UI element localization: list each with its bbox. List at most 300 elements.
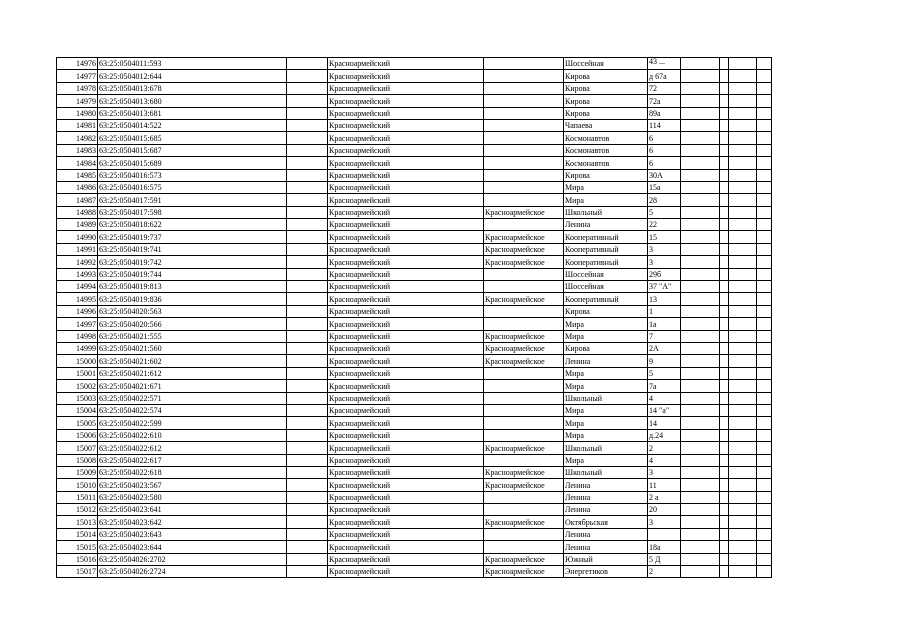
empty-cell	[720, 330, 729, 342]
row-number-cell: 15007	[57, 442, 98, 454]
table-row	[57, 528, 772, 540]
table-row	[57, 466, 772, 478]
district-cell: Красноармейский	[328, 454, 484, 466]
cadastral-number-cell: 63:25:0504011:593	[98, 58, 287, 70]
street-cell: Кирова	[564, 305, 648, 317]
empty-cell	[720, 243, 729, 255]
street-cell: Мира	[564, 404, 648, 416]
house-cell: 1	[648, 305, 681, 317]
empty-cell	[681, 82, 720, 94]
district-cell: Красноармейский	[328, 231, 484, 243]
table-row	[57, 58, 772, 70]
cadastral-number-cell: 63:25:0504026:2724	[98, 566, 287, 578]
row-number-cell: 14979	[57, 95, 98, 107]
table-row	[57, 82, 772, 94]
empty-cell	[287, 305, 328, 317]
locality-cell	[484, 219, 564, 231]
empty-cell	[729, 58, 757, 70]
street-cell: Кооперативный	[564, 256, 648, 268]
empty-cell	[729, 281, 757, 293]
cadastral-number-cell: 63:25:0504016:573	[98, 169, 287, 181]
empty-cell	[757, 293, 772, 305]
district-cell: Красноармейский	[328, 479, 484, 491]
table-row	[57, 206, 772, 218]
empty-cell	[757, 169, 772, 181]
empty-cell	[729, 330, 757, 342]
locality-cell	[484, 107, 564, 119]
row-number-cell: 14990	[57, 231, 98, 243]
cadastral-number-cell: 63:25:0504019:836	[98, 293, 287, 305]
cadastral-number-cell: 63:25:0504020:563	[98, 305, 287, 317]
table-row	[57, 268, 772, 280]
street-cell: Кирова	[564, 82, 648, 94]
district-cell: Красноармейский	[328, 355, 484, 367]
empty-cell	[720, 318, 729, 330]
street-cell: Кирова	[564, 70, 648, 82]
empty-cell	[720, 553, 729, 565]
street-cell: Мира	[564, 380, 648, 392]
empty-cell	[729, 256, 757, 268]
empty-cell	[720, 342, 729, 354]
empty-cell	[729, 219, 757, 231]
cadastral-number-cell: 63:25:0504023:643	[98, 528, 287, 540]
cadastral-number-cell: 63:25:0504015:687	[98, 144, 287, 156]
house-cell: 114	[648, 119, 681, 131]
empty-cell	[729, 243, 757, 255]
locality-cell: Красноармейское	[484, 206, 564, 218]
locality-cell	[484, 541, 564, 553]
cadastral-number-cell: 63:25:0504022:610	[98, 429, 287, 441]
cadastral-number-cell: 63:25:0504022:618	[98, 466, 287, 478]
empty-cell	[681, 528, 720, 540]
street-cell: Космонавтов	[564, 132, 648, 144]
cadastral-number-cell: 63:25:0504023:580	[98, 491, 287, 503]
empty-cell	[720, 516, 729, 528]
empty-cell	[720, 528, 729, 540]
row-number-cell: 14977	[57, 70, 98, 82]
row-number-cell: 15000	[57, 355, 98, 367]
house-cell: 43 ...	[648, 58, 681, 70]
locality-cell	[484, 392, 564, 404]
empty-cell	[720, 194, 729, 206]
locality-cell: Красноармейское	[484, 355, 564, 367]
district-cell: Красноармейский	[328, 268, 484, 280]
empty-cell	[681, 58, 720, 70]
empty-cell	[757, 318, 772, 330]
empty-cell	[720, 82, 729, 94]
table-row	[57, 454, 772, 466]
empty-cell	[720, 281, 729, 293]
district-cell: Красноармейский	[328, 380, 484, 392]
table-row	[57, 132, 772, 144]
table-row	[57, 392, 772, 404]
district-cell: Красноармейский	[328, 58, 484, 70]
cadastral-number-cell: 63:25:0504023:567	[98, 479, 287, 491]
cadastral-number-cell: 63:25:0504013:678	[98, 82, 287, 94]
empty-cell	[681, 553, 720, 565]
house-cell: 5	[648, 367, 681, 379]
street-cell: Мира	[564, 429, 648, 441]
district-cell: Красноармейский	[328, 566, 484, 578]
cadastral-number-cell: 63:25:0504014:522	[98, 119, 287, 131]
row-number-cell: 15002	[57, 380, 98, 392]
row-number-cell: 15013	[57, 516, 98, 528]
district-cell: Красноармейский	[328, 157, 484, 169]
house-cell: 30А	[648, 169, 681, 181]
empty-cell	[757, 355, 772, 367]
empty-cell	[681, 442, 720, 454]
empty-cell	[729, 392, 757, 404]
empty-cell	[729, 367, 757, 379]
street-cell: Кирова	[564, 342, 648, 354]
empty-cell	[287, 243, 328, 255]
empty-cell	[729, 144, 757, 156]
cadastral-number-cell: 63:25:0504019:744	[98, 268, 287, 280]
empty-cell	[757, 231, 772, 243]
empty-cell	[729, 504, 757, 516]
cadastral-number-cell: 63:25:0504016:575	[98, 181, 287, 193]
cadastral-number-cell: 63:25:0504019:741	[98, 243, 287, 255]
house-cell: 6	[648, 157, 681, 169]
row-number-cell: 14988	[57, 206, 98, 218]
row-number-cell: 15012	[57, 504, 98, 516]
district-cell: Красноармейский	[328, 318, 484, 330]
row-number-cell: 14983	[57, 144, 98, 156]
house-cell: 9	[648, 355, 681, 367]
empty-cell	[681, 417, 720, 429]
empty-cell	[287, 528, 328, 540]
empty-cell	[287, 219, 328, 231]
district-cell: Красноармейский	[328, 144, 484, 156]
house-cell: 6	[648, 132, 681, 144]
locality-cell: Красноармейское	[484, 256, 564, 268]
row-number-cell: 14982	[57, 132, 98, 144]
district-cell: Красноармейский	[328, 256, 484, 268]
row-number-cell: 14986	[57, 181, 98, 193]
district-cell: Красноармейский	[328, 442, 484, 454]
district-cell: Красноармейский	[328, 516, 484, 528]
empty-cell	[720, 566, 729, 578]
table-row	[57, 566, 772, 578]
empty-cell	[757, 243, 772, 255]
cadastral-number-cell: 63:25:0504026:2702	[98, 553, 287, 565]
empty-cell	[287, 417, 328, 429]
empty-cell	[287, 181, 328, 193]
empty-cell	[287, 442, 328, 454]
house-cell: 28	[648, 194, 681, 206]
district-cell: Красноармейский	[328, 70, 484, 82]
table-row	[57, 491, 772, 503]
house-cell: 13	[648, 293, 681, 305]
locality-cell	[484, 504, 564, 516]
empty-cell	[720, 491, 729, 503]
row-number-cell: 15011	[57, 491, 98, 503]
table-row	[57, 504, 772, 516]
empty-cell	[681, 243, 720, 255]
locality-cell	[484, 181, 564, 193]
district-cell: Красноармейский	[328, 281, 484, 293]
empty-cell	[287, 553, 328, 565]
house-cell: 7	[648, 330, 681, 342]
cadastral-number-cell: 63:25:0504023:644	[98, 541, 287, 553]
empty-cell	[729, 206, 757, 218]
street-cell: Ленина	[564, 355, 648, 367]
street-cell: Чапаева	[564, 119, 648, 131]
empty-cell	[729, 516, 757, 528]
row-number-cell: 14985	[57, 169, 98, 181]
house-cell: 3	[648, 243, 681, 255]
empty-cell	[757, 429, 772, 441]
table-row	[57, 305, 772, 317]
street-cell: Кирова	[564, 95, 648, 107]
cadastral-number-cell: 63:25:0504019:813	[98, 281, 287, 293]
house-cell: 72	[648, 82, 681, 94]
empty-cell	[681, 367, 720, 379]
empty-cell	[757, 404, 772, 416]
empty-cell	[720, 429, 729, 441]
empty-cell	[720, 355, 729, 367]
empty-cell	[729, 119, 757, 131]
empty-cell	[287, 355, 328, 367]
empty-cell	[757, 491, 772, 503]
locality-cell	[484, 268, 564, 280]
empty-cell	[720, 144, 729, 156]
house-cell: 11	[648, 479, 681, 491]
house-cell: 6	[648, 144, 681, 156]
empty-cell	[681, 181, 720, 193]
street-cell: Шоссейная	[564, 281, 648, 293]
empty-cell	[729, 181, 757, 193]
house-cell: 15	[648, 231, 681, 243]
street-cell: Космонавтов	[564, 157, 648, 169]
empty-cell	[757, 479, 772, 491]
district-cell: Красноармейский	[328, 404, 484, 416]
empty-cell	[729, 342, 757, 354]
cadastral-number-cell: 63:25:0504022:571	[98, 392, 287, 404]
empty-cell	[729, 541, 757, 553]
street-cell: Мира	[564, 181, 648, 193]
street-cell: Космонавтов	[564, 144, 648, 156]
table-row	[57, 281, 772, 293]
table-row	[57, 157, 772, 169]
empty-cell	[681, 504, 720, 516]
empty-cell	[287, 516, 328, 528]
house-cell: 3	[648, 256, 681, 268]
street-cell: Южный	[564, 553, 648, 565]
locality-cell: Красноармейское	[484, 293, 564, 305]
locality-cell	[484, 82, 564, 94]
locality-cell	[484, 95, 564, 107]
empty-cell	[757, 305, 772, 317]
empty-cell	[729, 318, 757, 330]
street-cell: Школьный	[564, 392, 648, 404]
empty-cell	[720, 95, 729, 107]
locality-cell	[484, 281, 564, 293]
empty-cell	[287, 107, 328, 119]
empty-cell	[720, 219, 729, 231]
house-cell: 20	[648, 504, 681, 516]
district-cell: Красноармейский	[328, 119, 484, 131]
empty-cell	[757, 553, 772, 565]
house-cell: 29б	[648, 268, 681, 280]
table-row	[57, 256, 772, 268]
row-number-cell: 15008	[57, 454, 98, 466]
district-cell: Красноармейский	[328, 169, 484, 181]
empty-cell	[287, 318, 328, 330]
empty-cell	[757, 516, 772, 528]
house-cell: 4	[648, 454, 681, 466]
empty-cell	[681, 144, 720, 156]
table-row	[57, 330, 772, 342]
empty-cell	[287, 454, 328, 466]
house-cell: 37 "А"	[648, 281, 681, 293]
empty-cell	[757, 268, 772, 280]
table-row	[57, 219, 772, 231]
empty-cell	[757, 392, 772, 404]
empty-cell	[720, 454, 729, 466]
table-row	[57, 355, 772, 367]
cadastral-number-cell: 63:25:0504019:737	[98, 231, 287, 243]
house-cell: 5	[648, 206, 681, 218]
locality-cell	[484, 305, 564, 317]
table-row	[57, 194, 772, 206]
empty-cell	[681, 404, 720, 416]
empty-cell	[681, 293, 720, 305]
empty-cell	[757, 466, 772, 478]
empty-cell	[757, 144, 772, 156]
empty-cell	[681, 95, 720, 107]
empty-cell	[729, 566, 757, 578]
street-cell: Мира	[564, 367, 648, 379]
empty-cell	[720, 293, 729, 305]
empty-cell	[729, 293, 757, 305]
table-row	[57, 70, 772, 82]
empty-cell	[729, 355, 757, 367]
empty-cell	[729, 491, 757, 503]
empty-cell	[287, 82, 328, 94]
empty-cell	[287, 95, 328, 107]
empty-cell	[729, 82, 757, 94]
row-number-cell: 14984	[57, 157, 98, 169]
row-number-cell: 14996	[57, 305, 98, 317]
empty-cell	[757, 380, 772, 392]
house-cell: 2	[648, 566, 681, 578]
locality-cell: Красноармейское	[484, 342, 564, 354]
empty-cell	[287, 491, 328, 503]
empty-cell	[681, 479, 720, 491]
empty-cell	[720, 256, 729, 268]
empty-cell	[287, 466, 328, 478]
empty-cell	[757, 367, 772, 379]
table-row	[57, 516, 772, 528]
empty-cell	[681, 281, 720, 293]
empty-cell	[757, 256, 772, 268]
empty-cell	[729, 380, 757, 392]
cadastral-number-cell: 63:25:0504022:617	[98, 454, 287, 466]
street-cell: Кирова	[564, 169, 648, 181]
table-row	[57, 231, 772, 243]
cadastral-number-cell: 63:25:0504020:566	[98, 318, 287, 330]
table-row	[57, 243, 772, 255]
locality-cell: Красноармейское	[484, 479, 564, 491]
locality-cell	[484, 528, 564, 540]
empty-cell	[720, 119, 729, 131]
street-cell: Кооперативный	[564, 293, 648, 305]
empty-cell	[720, 404, 729, 416]
district-cell: Красноармейский	[328, 392, 484, 404]
cadastral-number-cell: 63:25:0504022:599	[98, 417, 287, 429]
locality-cell: Красноармейское	[484, 231, 564, 243]
empty-cell	[720, 479, 729, 491]
street-cell: Ленина	[564, 219, 648, 231]
cadastral-number-cell: 63:25:0504023:641	[98, 504, 287, 516]
locality-cell	[484, 454, 564, 466]
house-cell: 18а	[648, 541, 681, 553]
cadastral-number-cell: 63:25:0504015:685	[98, 132, 287, 144]
row-number-cell: 14989	[57, 219, 98, 231]
district-cell: Красноармейский	[328, 504, 484, 516]
empty-cell	[757, 330, 772, 342]
table-row	[57, 380, 772, 392]
district-cell: Красноармейский	[328, 466, 484, 478]
district-cell: Красноармейский	[328, 528, 484, 540]
empty-cell	[729, 268, 757, 280]
table-row	[57, 181, 772, 193]
empty-cell	[287, 479, 328, 491]
street-cell: Мира	[564, 194, 648, 206]
empty-cell	[757, 528, 772, 540]
district-cell: Красноармейский	[328, 305, 484, 317]
table-row	[57, 404, 772, 416]
empty-cell	[681, 107, 720, 119]
row-number-cell: 15015	[57, 541, 98, 553]
empty-cell	[757, 194, 772, 206]
row-number-cell: 15014	[57, 528, 98, 540]
locality-cell: Красноармейское	[484, 553, 564, 565]
empty-cell	[729, 70, 757, 82]
row-number-cell: 15005	[57, 417, 98, 429]
table-row	[57, 318, 772, 330]
empty-cell	[287, 566, 328, 578]
empty-cell	[287, 504, 328, 516]
empty-cell	[287, 144, 328, 156]
empty-cell	[720, 268, 729, 280]
house-cell	[648, 528, 681, 540]
empty-cell	[681, 330, 720, 342]
locality-cell: Красноармейское	[484, 516, 564, 528]
cadastral-number-cell: 63:25:0504018:622	[98, 219, 287, 231]
empty-cell	[720, 466, 729, 478]
cadastral-number-cell: 63:25:0504019:742	[98, 256, 287, 268]
cadastral-number-cell: 63:25:0504015:689	[98, 157, 287, 169]
district-cell: Красноармейский	[328, 367, 484, 379]
empty-cell	[287, 256, 328, 268]
empty-cell	[757, 442, 772, 454]
empty-cell	[729, 107, 757, 119]
empty-cell	[729, 95, 757, 107]
empty-cell	[681, 268, 720, 280]
empty-cell	[681, 342, 720, 354]
locality-cell	[484, 169, 564, 181]
locality-cell	[484, 417, 564, 429]
street-cell: Ленина	[564, 504, 648, 516]
empty-cell	[720, 504, 729, 516]
locality-cell	[484, 491, 564, 503]
street-cell: Кооперативный	[564, 231, 648, 243]
empty-cell	[757, 82, 772, 94]
cadastral-number-cell: 63:25:0504012:644	[98, 70, 287, 82]
locality-cell	[484, 429, 564, 441]
